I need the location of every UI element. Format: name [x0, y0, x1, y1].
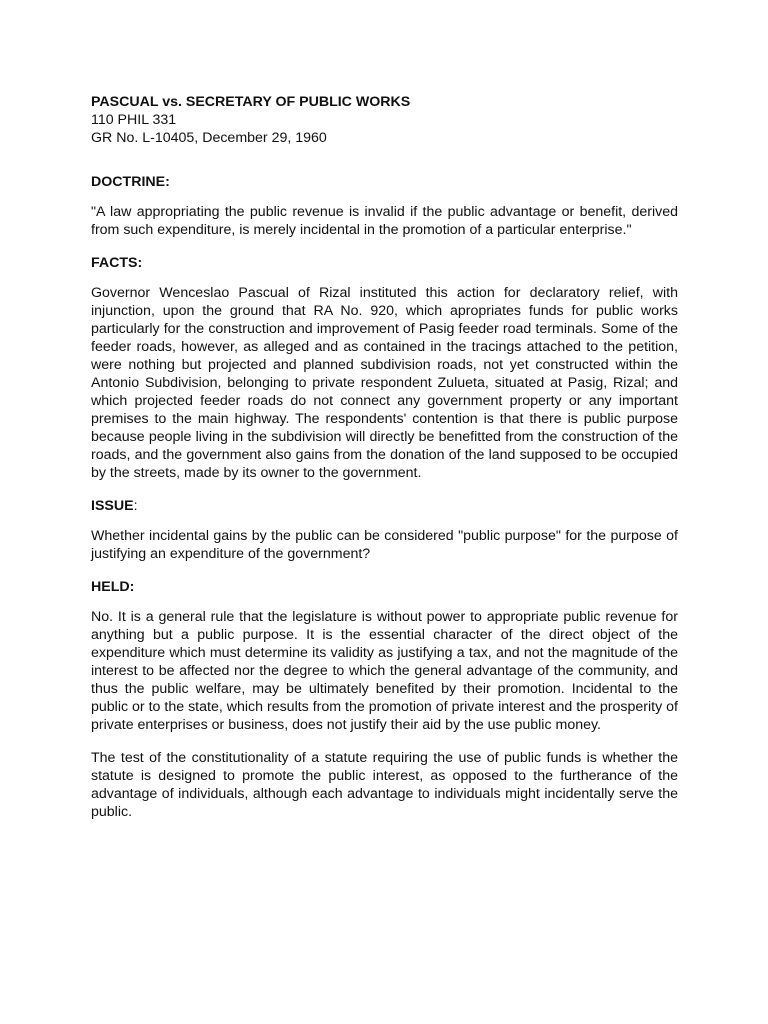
held-paragraph-2: The test of the constitutionality of a statute requiring the use of public funds is whether the statute is designed to promote the public interest, as opposed to the furtherance of the advantage of individuals, although each advantage to individuals might incidentally serve the public.	[91, 750, 678, 820]
case-gr-number: GR No. L-10405, December 29, 1960	[91, 130, 327, 146]
issue-section	[91, 497, 678, 563]
document-page	[91, 93, 678, 836]
held-section	[91, 578, 678, 821]
facts-heading: FACTS:	[91, 255, 143, 271]
case-title: PASCUAL vs. SECRETARY OF PUBLIC WORKS	[91, 94, 411, 110]
case-citation: 110 PHIL 331	[91, 112, 177, 128]
issue-heading-colon: :	[133, 498, 138, 514]
facts-section	[91, 254, 678, 482]
doctrine-section	[91, 173, 678, 239]
held-paragraph-1: No. It is a general rule that the legislature is without power to appropriate public revenue for anything but a public purpose. It is the essential character of the direct object of the expenditure which must determine its validity as justifying a tax, and not the magnitude of the interest to be affected nor the degree to which the general advantage of the community, and thus the public welfare, may be ultimately benefited by their promotion. Incidental to the public or to the state, which results from the promotion of private interest and the prosperity of private enterprises or business, does not justify their aid by the use public money.	[91, 609, 678, 733]
facts-text: Governor Wenceslao Pascual of Rizal instituted this action for declaratory relief, with injunction, upon the ground that RA No. 920, which apropriates funds for public works particularly for the construction and improvement of Pasig feeder road terminals. Some of the feeder roads, however, as alleged and as contained in the tracings attached to the petition, were nothing but projected and planned subdivision roads, not yet constructed within the Antonio Subdivision, belonging to private respondent Zulueta, situated at Pasig, Rizal; and which projected feeder roads do not connect any government property or any important premises to the main highway. The respondents' contention is that there is public purpose because people living in the subdivision will directly be benefitted from the construction of the roads, and the government also gains from the donation of the land supposed to be occupied by the streets, made by its owner to the government.	[91, 285, 678, 481]
held-heading: HELD:	[91, 579, 135, 595]
issue-text: Whether incidental gains by the public can be considered "public purpose" for the purpose of justifying an expenditure of the government?	[91, 528, 678, 562]
issue-heading-line	[91, 497, 678, 515]
doctrine-text: "A law appropriating the public revenue is invalid if the public advantage or benefit, derived from such expenditure, is merely incidental in the promotion of a particular enterprise."	[91, 204, 678, 238]
doctrine-heading: DOCTRINE:	[91, 174, 170, 190]
case-header	[91, 93, 678, 147]
issue-heading: ISSUE	[91, 498, 134, 514]
